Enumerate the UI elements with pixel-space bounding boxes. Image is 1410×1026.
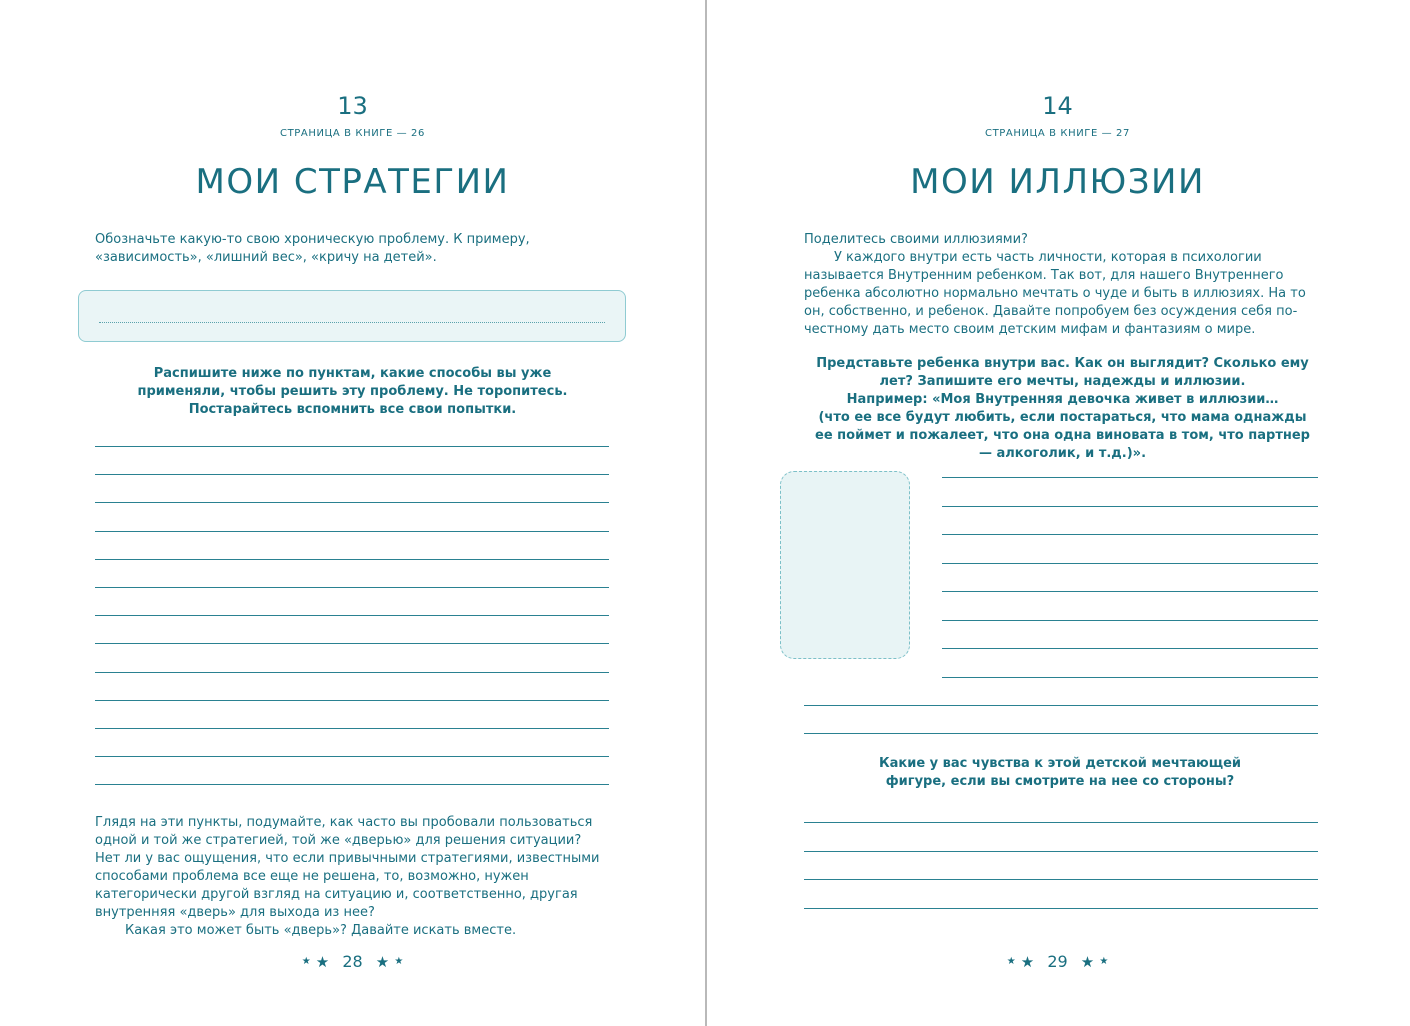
- writing-line[interactable]: [95, 728, 609, 729]
- writing-line[interactable]: [95, 531, 609, 532]
- writing-line[interactable]: [95, 502, 609, 503]
- star-icon: ★: [1006, 956, 1016, 967]
- page-number-footer: [0, 951, 705, 971]
- writing-line[interactable]: [942, 534, 1318, 535]
- writing-line[interactable]: [95, 784, 609, 785]
- page-number-footer: [705, 951, 1410, 971]
- page-title: МОИ СТРАТЕГИИ: [195, 162, 510, 202]
- writing-line[interactable]: [95, 756, 609, 757]
- dotted-writing-line: [99, 322, 605, 323]
- writing-line[interactable]: [95, 446, 609, 447]
- writing-line[interactable]: [95, 587, 609, 588]
- writing-line[interactable]: [804, 851, 1318, 852]
- star-icon: ★: [1099, 956, 1109, 967]
- writing-line[interactable]: [942, 477, 1318, 478]
- intro-text: Обозначьте какую-то свою хроническую проблему. К примеру, «зависимость», «лишний вес», «кричу на детей».: [95, 232, 530, 265]
- writing-line[interactable]: [942, 677, 1318, 678]
- writing-line[interactable]: [804, 908, 1318, 909]
- book-page-reference: СТРАНИЦА В КНИГЕ — 27: [985, 128, 1130, 139]
- star-icon: ★: [375, 952, 390, 971]
- writing-line[interactable]: [942, 563, 1318, 564]
- writing-line[interactable]: [95, 615, 609, 616]
- book-page-reference: СТРАНИЦА В КНИГЕ — 26: [280, 128, 425, 139]
- star-icon: ★: [315, 952, 330, 971]
- intro-text: Поделитесь своими иллюзиями? У каждого внутри есть часть личности, которая в психологии называется Внутренним ребенком. Так вот, для нашего Внутреннего ребенка абсолютно нормально мечтать о чуде и быть в иллюзиях. На то он, собственно, и ребенок. Давайте попробуем без осуждения себя по-честному дать место своим детским мифам и фантазиям о мире.: [804, 232, 1306, 337]
- outro-text: Глядя на эти пункты, подумайте, как часто вы пробовали пользоваться одной и той же стратегией, той же «дверью» для решения ситуации? Нет ли у вас ощущения, что если привычными стратегиями, известными способами проблема все еще не решена, то, возможно, нужен категорически другой взгляд на ситуацию и, соответственно, другая внутренняя «дверь» для выхода из нее? Какая это может быть «дверь»? Давайте искать вместе.: [95, 815, 600, 938]
- writing-line[interactable]: [804, 733, 1318, 734]
- star-icon: ★: [301, 956, 311, 967]
- photo-placeholder[interactable]: [780, 471, 910, 659]
- page-number: 28: [342, 952, 363, 971]
- writing-line[interactable]: [95, 700, 609, 701]
- star-icon: ★: [1080, 952, 1095, 971]
- question-text: Какие у вас чувства к этой детской мечтающей фигуре, если вы смотрите на нее со стороны?: [878, 756, 1241, 789]
- writing-line[interactable]: [95, 643, 609, 644]
- writing-line[interactable]: [942, 506, 1318, 507]
- writing-line[interactable]: [95, 559, 609, 560]
- exercise-number: 13: [337, 92, 368, 120]
- page-title: МОИ ИЛЛЮЗИИ: [910, 162, 1205, 202]
- writing-line[interactable]: [942, 648, 1318, 649]
- writing-line[interactable]: [804, 822, 1318, 823]
- instruction-text: Распишите ниже по пунктам, какие способы вы уже применяли, чтобы решить эту проблему. Не торопитесь. Постарайтесь вспомнить все свои попытки.: [137, 366, 568, 417]
- writing-line[interactable]: [942, 591, 1318, 592]
- writing-line[interactable]: [942, 620, 1318, 621]
- instruction-text: Представьте ребенка внутри вас. Как он выглядит? Сколько ему лет? Запишите его мечты, надежды и иллюзии. Например: «Моя Внутренняя девочка живет в иллюзии… (что ее все будут любить, если постараться, что мама однажды ее поймет и пожалеет, что она одна виновата в том, что партнер — алкоголик, и т.д.)».: [815, 356, 1310, 461]
- writing-line[interactable]: [804, 705, 1318, 706]
- page-number: 29: [1047, 952, 1068, 971]
- exercise-number: 14: [1042, 92, 1073, 120]
- star-icon: ★: [394, 956, 404, 967]
- writing-line[interactable]: [95, 474, 609, 475]
- writing-line[interactable]: [804, 879, 1318, 880]
- star-icon: ★: [1020, 952, 1035, 971]
- writing-line[interactable]: [95, 672, 609, 673]
- problem-input-field[interactable]: [78, 290, 626, 342]
